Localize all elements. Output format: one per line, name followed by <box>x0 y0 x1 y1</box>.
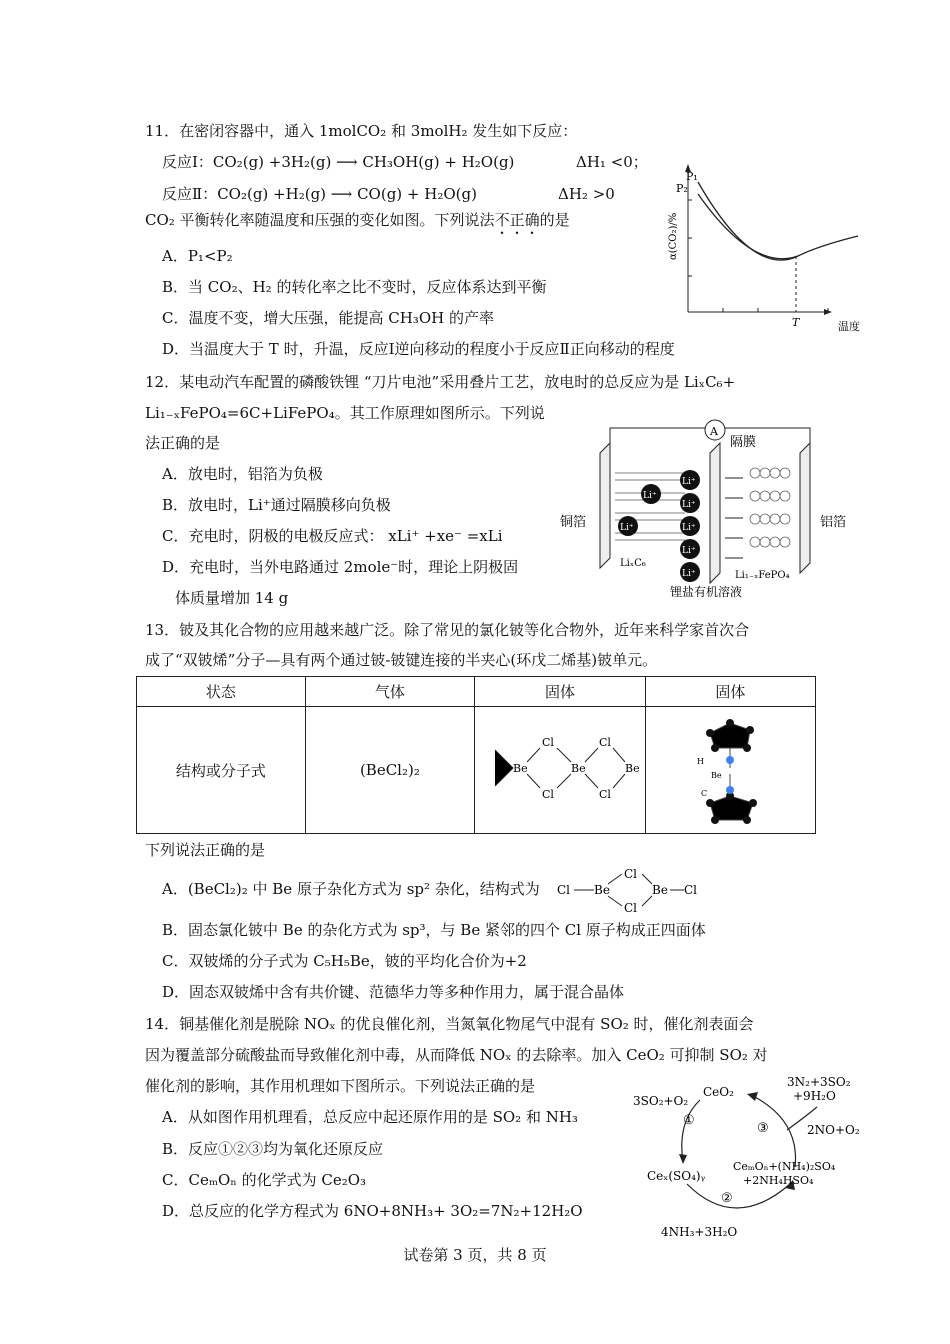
q12-stem-2: Li₁₋ₓFePO₄=6C+LiFePO₄。其工作原理如图所示。下列说 <box>145 404 545 422</box>
li-ion-1: Li⁺ <box>643 491 657 501</box>
li-ion-7: Li⁺ <box>682 569 696 579</box>
q14-stem-2: 因为覆盖部分硫酸盐而导致催化剂中毒，从而降低 NOₓ 的去除率。加入 CeO₂ 可抑制 SO₂ 对 <box>145 1046 768 1064</box>
label-p2: P₂ <box>676 182 688 195</box>
q11-conversion-graph <box>658 160 868 340</box>
q13-option-a: A．(BeCl₂)₂ 中 Be 原子杂化方式为 sp² 杂化，结构式为 <box>162 880 540 898</box>
dimer-be-left: Be <box>594 883 610 897</box>
table-solid-chain-structure <box>475 707 646 834</box>
copper-foil-label: 铜箔 <box>560 515 587 530</box>
q14-option-d: D．总反应的化学方程式为 6NO+8NH₃+ 3O₂=7N₂+12H₂O <box>162 1202 583 1220</box>
cl-atom-1: Cl <box>541 736 554 749</box>
q14-option-b: B．反应①②③均为氧化还原反应 <box>162 1140 384 1158</box>
q13-option-d: D．固态双铍烯中含有共价键、范德华力等多种作用力，属于混合晶体 <box>162 983 625 1001</box>
table-solid-beryllocene-structure <box>645 707 815 834</box>
q11-reaction-2-enthalpy: ΔH₂ >0 <box>558 185 615 203</box>
x-axis-label: 温度 <box>838 320 860 333</box>
q12-option-c: C．充电时，阴极的电极反应式： xLi⁺ +xe⁻ =xLi <box>162 527 503 545</box>
q13-option-c: C．双铍烯的分子式为 C₅H₅Be，铍的平均化合价为+2 <box>162 952 527 970</box>
dimer-cl-top: Cl <box>624 867 638 881</box>
q14-catalytic-cycle <box>625 1072 865 1242</box>
be-label: Be <box>711 771 723 780</box>
so2-o2-label: 3SO₂+O₂ <box>633 1094 689 1108</box>
cemon-line-2: +2NH₄HSO₄ <box>743 1174 814 1187</box>
q11-reaction-1-enthalpy: ΔH₁ <0； <box>576 153 648 171</box>
cl-atom-3: Cl <box>598 736 611 749</box>
q11-option-b: B．当 CO₂、H₂ 的转化率之比不变时，反应体系达到平衡 <box>162 278 547 296</box>
nh3-h2o-label: 4NH₃+3H₂O <box>661 1225 738 1239</box>
li-ion-3: Li⁺ <box>682 477 696 487</box>
q14-stem-3: 催化剂的影响，其作用机理如下图所示。下列说法正确的是 <box>145 1077 536 1095</box>
table-gas-formula: (BeCl₂)₂ <box>305 707 474 834</box>
aluminum-foil-label: 铝箔 <box>820 515 847 530</box>
q11-option-c: C．温度不变，增大压强，能提高 CH₃OH 的产率 <box>162 309 494 327</box>
q11-emphasis: 不正确 <box>494 211 540 229</box>
step-2-label: ② <box>721 1191 733 1206</box>
q13-stem-3: 下列说法正确的是 <box>145 841 266 859</box>
q13-dimer-structure-formula <box>552 866 702 914</box>
page-footer: 试卷第 3 页，共 8 页 <box>403 1246 547 1264</box>
q14-stem-1: 14．铜基催化剂是脱除 NOₓ 的优良催化剂，当氮氧化物尾气中混有 SO₂ 时，催化剂表面会 <box>145 1015 754 1033</box>
q11-option-a: A．P₁<P₂ <box>162 247 233 265</box>
dimer-be-right: Be <box>652 883 668 897</box>
product-line-2: +9H₂O <box>793 1089 836 1103</box>
step-3-label: ③ <box>757 1121 769 1136</box>
q12-stem-3: 法正确的是 <box>145 434 221 452</box>
cemon-line-1: CeₘOₙ+(NH₄)₂SO₄ <box>733 1160 836 1173</box>
q11-reaction-2: 反应Ⅱ：CO₂(g) +H₂(g) ⟶ CO(g) + H₂O(g) <box>162 185 477 203</box>
q13-option-b: B．固态氯化铍中 Be 的杂化方式为 sp³，与 Be 紧邻的四个 Cl 原子构成正四面体 <box>162 921 706 939</box>
dimer-cl-right: Cl <box>684 883 698 897</box>
q12-option-b: B．放电时，Li⁺通过隔膜移向负极 <box>162 496 391 514</box>
table-header-solid-2: 固体 <box>645 677 815 707</box>
curve-p1 <box>698 182 858 260</box>
c-label: C <box>701 789 708 798</box>
q11-stem: 11．在密闭容器中，通入 1molCO₂ 和 3molH₂ 发生如下反应： <box>145 122 578 140</box>
q12-option-d-2: 体质量增加 14 g <box>175 589 289 607</box>
cl-atom-4: Cl <box>598 788 611 801</box>
q11-stem-2-end: 的是 <box>539 211 570 229</box>
beryllocene-model-svg <box>675 708 785 828</box>
cl-atom-2: Cl <box>541 788 554 801</box>
becl2-chain-svg <box>485 718 640 818</box>
label-t: T <box>792 316 800 329</box>
q12-stem-1: 12．某电动汽车配置的磷酸铁锂 “刀片电池”采用叠片工艺，放电时的总反应为是 LiₓC₆+ <box>145 373 736 391</box>
be-atom-3: Be <box>624 762 640 775</box>
q14-option-a: A．从如图作用机理看，总反应中起还原作用的是 SO₂ 和 NH₃ <box>162 1108 578 1126</box>
q14-option-c: C．CeₘOₙ 的化学式为 Ce₂O₃ <box>162 1171 367 1189</box>
li-ion-4: Li⁺ <box>682 500 696 510</box>
be-atom-1: Be <box>512 762 528 775</box>
cathode-label: Li₁₋ₓFePO₄ <box>735 570 790 581</box>
dimer-cl-bottom: Cl <box>624 901 638 915</box>
anode-label: LiₓC₆ <box>620 558 646 569</box>
q13-stem-2: 成了“双铍烯”分子—具有两个通过铍-铍键连接的半夹心(环戊二烯基)铍单元。 <box>145 651 658 669</box>
be-atom-2: Be <box>570 762 586 775</box>
curve-p2 <box>698 194 798 259</box>
h-label: H <box>697 757 705 766</box>
q12-option-a: A．放电时，铝箔为负极 <box>162 465 323 483</box>
no-o2-label: 2NO+O₂ <box>807 1123 860 1137</box>
dimer-cl-left: Cl <box>557 883 571 897</box>
q11-option-d: D．当温度大于 T 时，升温，反应Ⅰ逆向移动的程度小于反应Ⅱ正向移动的程度 <box>162 340 675 358</box>
electrolyte-label: 锂盐有机溶液 <box>670 585 743 599</box>
ce-sulfate-label: Ceₓ(SO₄)ᵧ <box>647 1169 706 1183</box>
membrane-label: 隔膜 <box>730 435 757 450</box>
table-header-gas: 气体 <box>305 677 474 707</box>
q12-battery-diagram <box>560 418 860 608</box>
product-line-1: 3N₂+3SO₂ <box>787 1075 851 1089</box>
q13-structure-table <box>136 676 816 834</box>
li-ion-5: Li⁺ <box>682 523 696 533</box>
q11-stem-2 <box>145 210 570 238</box>
ammeter-label: A <box>710 425 718 438</box>
ceo2-label: CeO₂ <box>703 1085 734 1099</box>
q13-stem-1: 13．铍及其化合物的应用越来越广泛。除了常见的氯化铍等化合物外，近年来科学家首次合 <box>145 621 750 639</box>
table-row-label: 结构或分子式 <box>137 707 306 834</box>
y-axis-label: α(CO₂)/% <box>668 212 679 260</box>
li-ion-2: Li⁺ <box>620 523 634 533</box>
table-header-state: 状态 <box>137 677 306 707</box>
table-header-solid-1: 固体 <box>475 677 646 707</box>
step-1-label: ① <box>683 1113 695 1128</box>
q12-option-d-1: D．充电时，当外电路通过 2mole⁻时，理论上阴极固 <box>162 558 519 576</box>
label-p1: P₁ <box>686 170 698 183</box>
li-ion-6: Li⁺ <box>682 546 696 556</box>
q11-reaction-1: 反应Ⅰ：CO₂(g) +3H₂(g) ⟶ CH₃OH(g) + H₂O(g) <box>162 153 515 171</box>
q11-stem-2-text: CO₂ 平衡转化率随温度和压强的变化如图。下列说法 <box>145 211 495 229</box>
